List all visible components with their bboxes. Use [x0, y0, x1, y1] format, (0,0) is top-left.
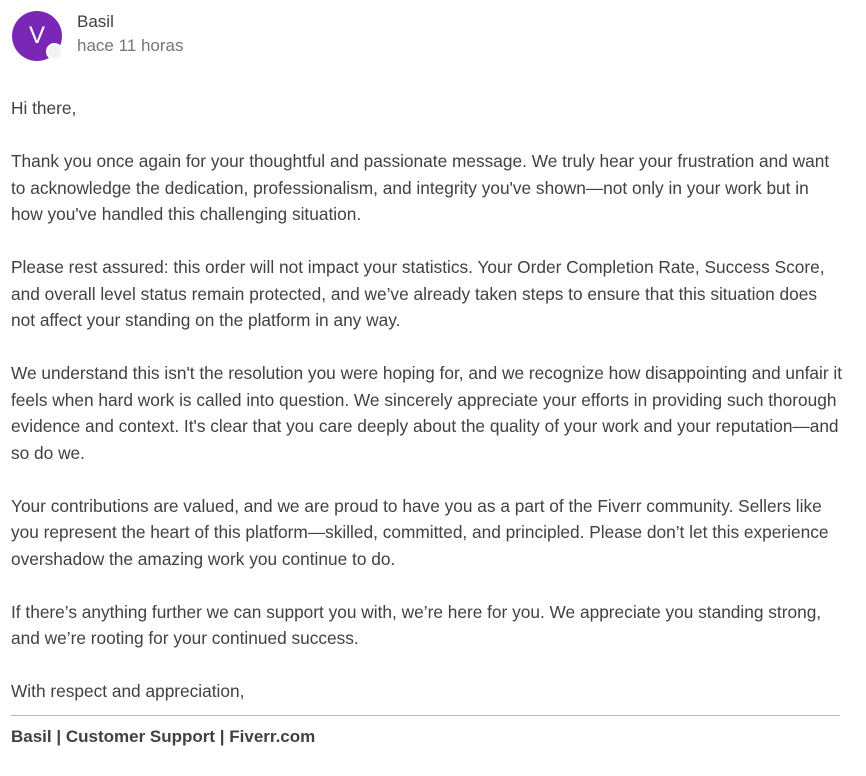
avatar-letter: V — [28, 22, 45, 49]
message-closing: With respect and appreciation, — [11, 681, 245, 701]
message-header — [12, 11, 183, 61]
message-paragraph: Thank you once again for your thoughtful and passionate message. We truly hear your frustration and want to acknowledge the dedication, professionalism, and integrity you've shown—not only in your work but in how you've handled this challenging situation. — [11, 151, 830, 224]
sender-meta — [77, 11, 183, 59]
message-timestamp: hace 11 horas — [77, 36, 184, 55]
avatar[interactable] — [12, 11, 62, 61]
message-body — [11, 95, 843, 776]
message-paragraph: Your contributions are valued, and we are proud to have you as a part of the Fiverr community. Sellers like you represent the heart of this platform—skilled, committed, and principled. Please don’t let this experience overshadow the amazing work you continue to do. — [11, 495, 829, 569]
presence-status-icon — [46, 43, 63, 60]
message-paragraph: We understand this isn't the resolution you were hoping for, and we recognize how disappointing and unfair it feels when hard work is called into question. We sincerely appreciate your efforts in providing such thorough evidence and context. It's clear that you care deeply about the quality of your work and your reputation—and so do we. — [11, 363, 843, 463]
message-greeting: Hi there, — [11, 98, 77, 118]
message-paragraph: Please rest assured: this order will not impact your statistics. Your Order Completion Rate, Success Score, and overall level status remain protected, and we’ve already taken steps to ensure that this situation does not affect your standing on the platform in any way. — [11, 257, 825, 330]
message-signature: Basil | Customer Support | Fiverr.com — [11, 726, 316, 746]
signature-divider — [11, 715, 840, 716]
message-paragraph: If there’s anything further we can support you with, we’re here for you. We appreciate you standing strong, and we’re rooting for your continued success. — [11, 601, 822, 648]
sender-name[interactable]: Basil — [77, 12, 114, 31]
